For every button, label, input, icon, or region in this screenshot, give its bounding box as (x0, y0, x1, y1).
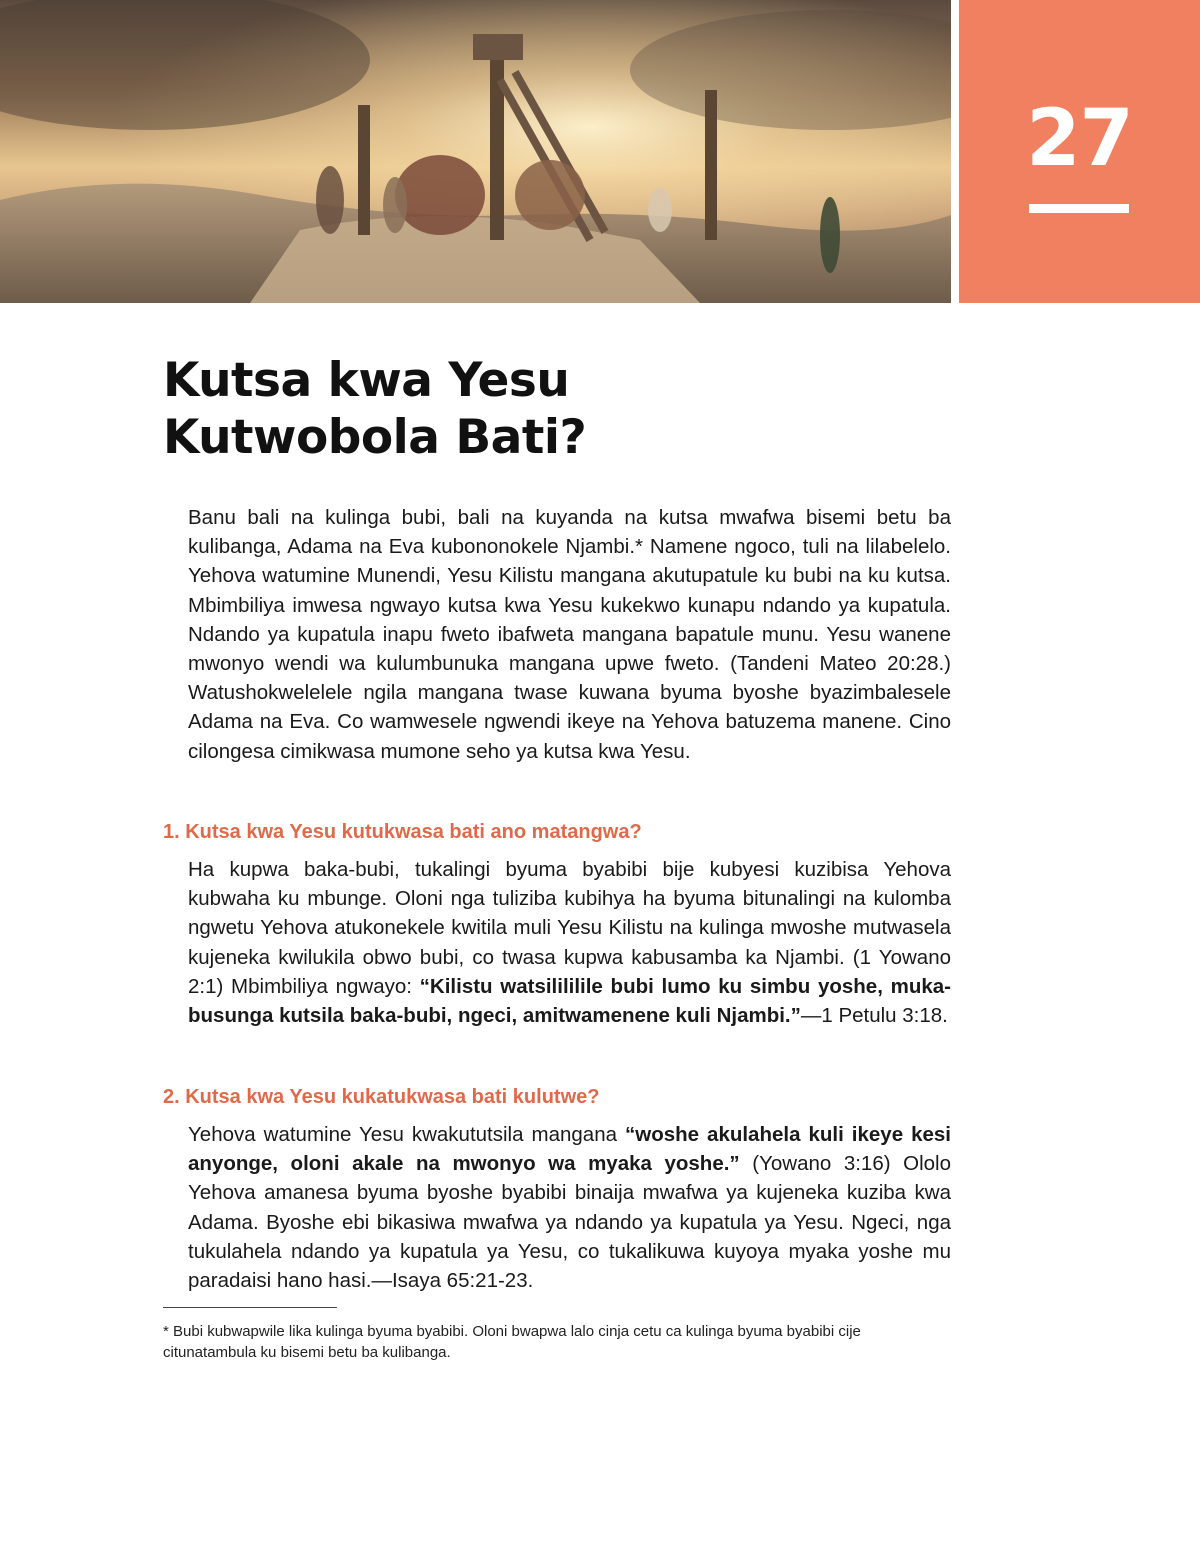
section-2-text: Yehova watumine Yesu kwakututsila mangana (188, 1123, 625, 1146)
section-1-question: 1. Kutsa kwa Yesu kutukwasa bati ano matangwa? (163, 821, 642, 843)
section-1-paragraph (188, 855, 951, 1030)
section-2-quote: “woshe akulahela kuli ikeye kesi anyonge, oloni akale na mwonyo wa myaka yoshe.” (188, 1123, 951, 1176)
section-2-text-after: (Yowano 3:16) Ololo Yehova amanesa byuma byoshe byabibi binaija mwafwa ya kujeneka kuziba kwa Adama. Byoshe ebi bikasiwa mwafwa ya ndando ya kupatula ya Yesu. Ngeci, nga tukulahela ndando ya kupatula ya Yesu, co tukalikuwa kuyoya myaka yoshe mu paradaisi hano hasi.—Isaya 65:21-23. (188, 1152, 951, 1293)
section-2-question: 2. Kutsa kwa Yesu kukatukwasa bati kulutwe? (163, 1086, 600, 1108)
section-2-paragraph (188, 1120, 951, 1295)
chapter-box (959, 0, 1200, 303)
section-1-text: Ha kupwa baka-bubi, tukalingi byuma byabibi bije kubyesi kuzibisa Yehova kubwaha ku mbunge. Oloni nga tuliziba kubihya ha byuma bitunalingi na kulomba ngwetu Yehova atukonekele kwitila muli Yesu Kilistu na kulinga mwoshe mutwasela kujeneka kwilukila obwo bubi, co twasa kupwa kabusamba ka Njambi. (1 Yowano 2:1) Mbimbiliya ngwayo: (188, 858, 951, 998)
chapter-number: 27 (1026, 94, 1133, 184)
page-title-line-2: Kutwobola Bati? (163, 410, 587, 465)
section-1-reference: —1 Petulu 3:18. (800, 1004, 948, 1028)
crucifixion-scene-illustration (0, 0, 951, 303)
hero-image (0, 0, 951, 303)
intro-paragraph: Banu bali na kulinga bubi, bali na kuyanda na kutsa mwafwa bisemi betu ba kulibanga, Adama na Eva kubononokele Njambi.* Namene ngoco, tuli na lilabelelo. Yehova watumine Munendi, Yesu Kilistu mangana akutupatule ku bubi na ku kutsa. Mbimbiliya imwesa ngwayo kutsa kwa Yesu kukekwo kunapu ndando ya kupatula. Ndando ya kupatula inapu fweto ibafweta mangana bapatule munu. Yesu wanene mwonyo wendi wa kulumbunuka mangana upwe fweto. (Tandeni Mateo 20:28.) Watushokwelelele ngila mangana twase kuwana byuma byoshe byazimbalesele Adama na Eva. Co wamwesele ngwendi ikeye na Yehova batuzema manene. Cino cilongesa cimikwasa mumone seho ya kutsa kwa Yesu. (188, 506, 951, 763)
page-title (163, 352, 586, 466)
footnote-divider (163, 1307, 337, 1308)
page-title-line-1: Kutsa kwa Yesu (163, 353, 570, 408)
chapter-rule (1029, 204, 1129, 213)
section-1-quote: “Kilistu watsilililile bubi lumo ku simbu yoshe, muka-busunga kutsila baka-bubi, ngeci, amitwamenene kuli Njambi.” (188, 974, 951, 1028)
footnote: * Bubi kubwapwile lika kulinga byuma byabibi. Oloni bwapwa lalo cinja cetu ca kulinga byuma byabibi cije citunatambula ku bisemi betu ba kulibanga. (163, 1323, 861, 1361)
